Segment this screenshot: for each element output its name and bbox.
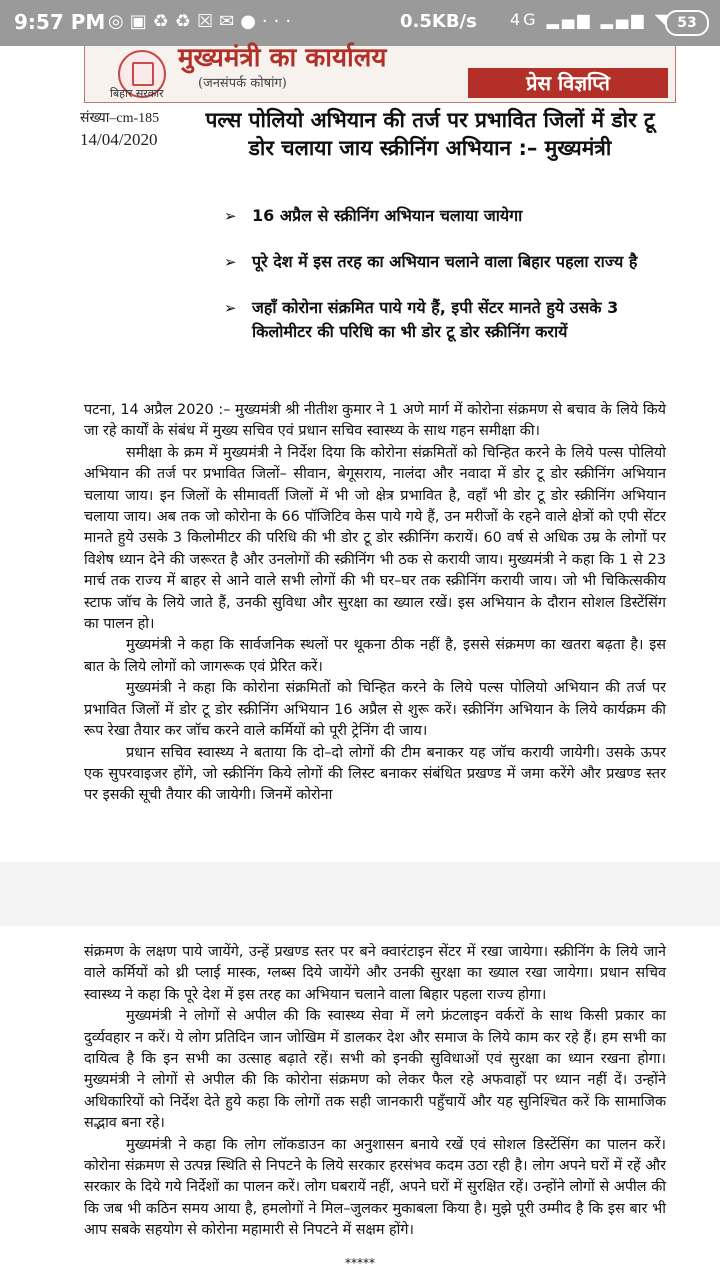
paragraph: प्रधान सचिव स्वास्थ्य ने बताया कि दो–दो लोगों की टीम बनाकर यह जॉच करायी जायेगी। उसके ऊपर एक सुपरवाइजर होंगे, जो स्क्रीनिंग किये लोगों की लिस्ट बनाकर संबंधित प्रखण्ड में जमा करेंगे और प्रखण्ड स्तर पर इसकी सूची तैयार की जायेगी। जिनमें कोरोना bbox=[84, 744, 666, 804]
highlight-item: ➢ 16 अप्रैल से स्क्रीनिंग अभियान चलाया जायेगा bbox=[224, 204, 669, 228]
press-release-banner: प्रेस विज्ञप्ति bbox=[468, 68, 668, 98]
office-title: मुख्यमंत्री का कार्यालय bbox=[178, 43, 387, 73]
arrow-bullet-icon: ➢ bbox=[224, 253, 237, 271]
page-break bbox=[0, 862, 720, 926]
highlights-list bbox=[224, 204, 669, 366]
battery-icon: 53 bbox=[665, 10, 709, 36]
press-body-page-1 bbox=[84, 400, 666, 807]
press-body-page-2 bbox=[84, 942, 666, 1242]
paragraph: मुख्यमंत्री ने कहा कि सार्वजनिक स्थलों पर थूकना ठीक नहीं है, इससे संक्रमण का खतरा बढ़ता है। इस बात के लिये लोगों को जागरूक एवं प्रेरित करें। bbox=[84, 637, 666, 675]
arrow-bullet-icon: ➢ bbox=[224, 207, 237, 225]
signal-icon: 4G ▂▄▆ ▂▄▆ ◥ bbox=[510, 10, 670, 29]
highlight-item: ➢ जहाँ कोरोना संक्रमित पाये गये हैं, इपी सेंटर मानते हुये उसके 3 किलोमीटर की परिधि का भी डोर टू डोर स्क्रीनिंग करायें bbox=[224, 298, 619, 341]
highlight-item: ➢ पूरे देश में इस तरह का अभियान चलाने वाला बिहार पहला राज्य है bbox=[224, 250, 669, 274]
end-mark: ***** bbox=[345, 1256, 375, 1270]
release-date: 14/04/2020 bbox=[80, 130, 158, 149]
reference-number: संख्या–cm-185 bbox=[80, 111, 160, 126]
headline: पल्स पोलियो अभियान की तर्ज पर प्रभावित जिलों में डोर टू डोर चलाया जाय स्क्रीनिंग अभियान :– मुख्यमंत्री bbox=[205, 108, 655, 160]
office-subtitle: (जनसंपर्क कोषांग) bbox=[198, 76, 287, 91]
paragraph: पटना, 14 अप्रैल 2020 :– मुख्यमंत्री श्री नीतीश कुमार ने 1 अणे मार्ग में कोरोना संक्रमण से बचाव के लिये किये जा रहे कार्यों के संबंध में मुख्य सचिव एवं प्रधान सचिव स्वास्थ्य के साथ गहन समीक्षा की। bbox=[84, 402, 666, 440]
arrow-bullet-icon: ➢ bbox=[224, 299, 237, 317]
network-speed: 0.5KB/s bbox=[400, 11, 477, 32]
paragraph: मुख्यमंत्री ने लोगों से अपील की कि स्वास्थ्य सेवा में लगे फ्रंटलाइन वर्करों के साथ किसी प्रकार का दुर्व्यवहार न करें। ये लोग प्रतिदिन जान जोखिम में डालकर देश और समाज के लिये काम कर रहे हैं। हम सभी का दायित्व है कि इन सभी का उत्साह बढ़ाते रहें। सभी को इनकी सुविधाओं एवं सुरक्षा का ध्यान रखना होगा। मुख्यमंत्री ने लोगों से अपील की कि कोरोना संक्रमण को लेकर फैल रहे अफवाहों पर ध्यान नहीं दें। उन्होंने अधिकारियों को निर्देश देते हुये कहा कि लोगों तक सही जानकारी पहुँचायें और यह सुनिश्चित करें कि सामाजिक सद्भाव बना रहे। bbox=[84, 1008, 666, 1132]
clock: 9:57 PM bbox=[14, 10, 106, 34]
paragraph: मुख्यमंत्री ने कहा कि लोग लॉकडाउन का अनुशासन बनाये रखें एवं सोशल डिस्टेंसिंग का पालन करें। कोरोना संक्रमण से उत्पन्न स्थिति से निपटने के लिये सरकार हरसंभव कदम उठा रही है। लोग अपने घरों में रहें और सरकार के दिये गये निर्देशों का पालन करें। लोग घबरायें नहीं, अपने घरों में सुरक्षित रहें। उन्होंने लोगों से अपील की कि जब भी कठिन समय आया है, हमलोगों ने मिल–जुलकर मुकाबला किया है। मुझे पूरी उम्मीद है कि इस बार भी आप सबके सहयोग से कोरोना महामारी से निपटने में सक्षम होंगे। bbox=[84, 1136, 666, 1239]
paragraph: मुख्यमंत्री ने कहा कि कोरोना संक्रमितों को चिन्हित करने के लिये पल्स पोलियो अभियान की तर्ज पर प्रभावित जिलों में डोर टू डोर स्क्रीनिंग अभियान 16 अप्रैल से शुरू करें। स्क्रीनिंग अभियान के लिये कार्यक्रम की रूप रेखा तैयार कर जॉच करने वाले कर्मियों को पूरी ट्रेनिंग दी जाय। bbox=[84, 680, 666, 740]
network-type: 4G bbox=[510, 10, 539, 29]
notification-icons: ◎▣♻♻☒✉●··· bbox=[108, 11, 298, 32]
paragraph: संक्रमण के लक्षण पाये जायेंगे, उन्हें प्रखण्ड स्तर पर बने क्वारंटाइन सेंटर में रखा जायेगा। स्क्रीनिंग के लिये जाने वाले कर्मियों को थ्री प्लाई मास्क, ग्लब्स दिये जायेंगे और उनकी सुरक्षा का ख्याल रखा जायेगा। प्रधान सचिव स्वास्थ्य ने कहा कि पूरे देश में इस तरह का अभियान चलाने वाला बिहार पहला राज्य होगा। bbox=[84, 944, 666, 1003]
paragraph: समीक्षा के क्रम में मुख्यमंत्री ने निर्देश दिया कि कोरोना संक्रमितों को चिन्हित करने के लिये पल्स पोलियो अभियान की तर्ज पर प्रभावित जिलों– सीवान, बेगूसराय, नालंदा और नवादा में डोर टू डोर स्क्रीनिंग अभियान चलाया जाय। इन जिलों के सीमावर्ती जिलों में भी जो क्षेत्र प्रभावित है, वहाँ भी डोर टू डोर स्क्रीनिंग अभियान चलाया जाय। अब तक जो कोरोना के 66 पॉजिटिव केस पाये गये हैं, उन मरीजों के रहने वाले क्षेत्रों को एपी सेंटर मानते हुये उसके 3 किलोमीटर की परिधि की भी डोर टू डोर स्क्रीनिंग करायें। 60 वर्ष से अधिक उम्र के लोगों पर विशेष ध्यान देने की जरूरत है और उनलोगों की स्क्रीनिंग भी ठक से करायी जाय। मुख्यमंत्री ने कहा कि 1 से 23 मार्च तक राज्य में बाहर से आने वाले सभी लोगों की भी घर–घर तक स्क्रीनिंग करायी जाय। जो भी चिकित्सकीय स्टाफ जॉच के लिये जाते हैं, उनकी सुविधा और सुरक्षा का ख्याल रखें। इस अभियान के दौरान सोशल डिस्टेंसिंग का पालन हो। bbox=[84, 444, 666, 633]
bihar-sarkar-label: बिहार सरकार bbox=[110, 87, 164, 100]
margin bbox=[0, 46, 84, 102]
